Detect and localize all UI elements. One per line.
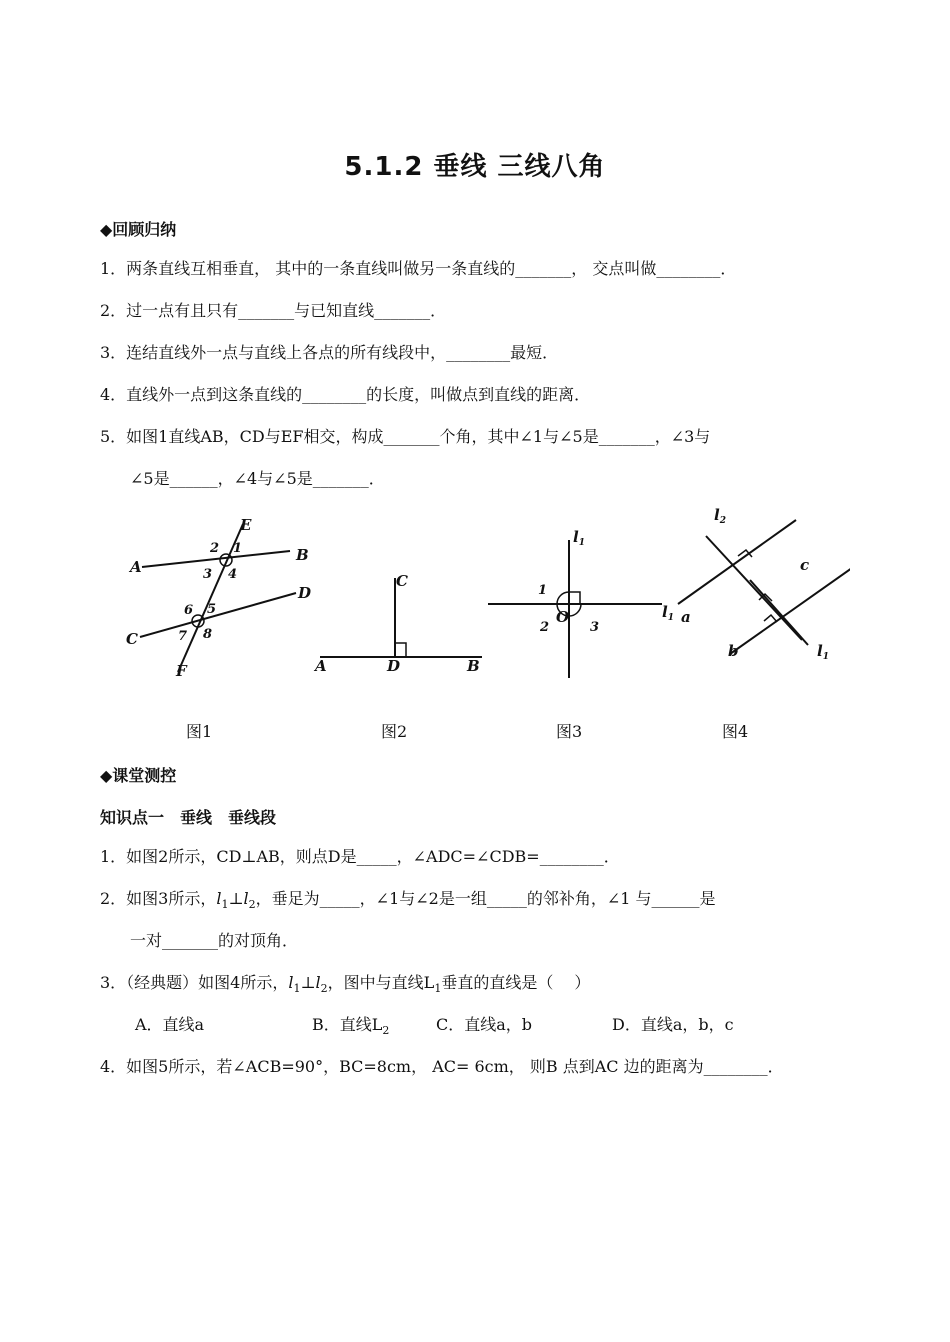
fig1-label-1: 1 [233,541,243,556]
fig1-label-d: D [298,584,312,602]
fig1-label-6: 6 [184,603,194,618]
fig3-label-3: 3 [590,620,600,635]
question-3-option-c: C．直线a，b [436,1015,533,1034]
question-3: 3．（经典题）如图4所示，$l_1\perp l_2$，图中与直线$L_1$垂直的直线是（ ） [100,973,591,996]
question-4: 4．如图5所示，若∠ACB=90°，BC=8cm， AC= 6cm， 则B 点到AC 边的距离为________． [100,1057,784,1076]
review-item-5: 5．如图1直线AB，CD与EF相交，构成_______个角，其中∠1与∠5是_______，∠3与 [100,427,711,446]
fig4-line-l1 [750,580,808,645]
fig1-label-e: E [240,516,252,534]
fig1-label-b: B [296,546,309,564]
review-item-2: 2．过一点有且只有_______与已知直线_______． [100,301,447,320]
fig3-label-2: 2 [540,620,550,635]
fig2-right-angle [395,643,406,657]
knowledge-point-heading: 知识点一 垂线 垂线段 [100,808,277,827]
fig1-label-7: 7 [178,629,188,644]
fig2-label-a: A [315,657,327,675]
figure-3-caption: 图3 [556,722,583,741]
fig1-label-f: F [176,662,187,680]
fig4-label-l1: $l_1$ [817,642,829,662]
review-item-5-cont: ∠5是______，∠4与∠5是_______． [130,469,385,488]
fig4-line-l2 [706,536,802,640]
fig3-angle-1-arc [557,592,569,604]
fig2-label-d: D [387,657,401,675]
fig1-label-5: 5 [207,602,217,617]
review-item-3: 3．连结直线外一点与直线上各点的所有线段中，________最短． [100,343,559,362]
fig3-label-o: O [556,608,570,626]
figures-area [110,500,850,700]
fig4-label-a: a [681,608,691,626]
review-heading: ◆回顾归纳 [100,220,177,239]
figure-2-caption: 图2 [381,722,408,741]
fig1-label-a: A [130,558,142,576]
fig4-label-b: b [728,642,739,660]
fig4-right-angle-3 [764,615,777,622]
classroom-heading: ◆课堂测控 [100,766,177,785]
fig3-label-1: 1 [538,583,548,598]
fig3-right-angle [569,592,580,604]
figure-4-caption: 图4 [722,722,749,741]
fig1-label-2: 2 [210,541,220,556]
fig3-angle-3-arc [569,604,581,616]
fig2-label-b: B [467,657,480,675]
fig1-line-cd [140,593,296,637]
review-item-4: 4．直线外一点到这条直线的________的长度，叫做点到直线的距离． [100,385,591,404]
question-1: 1．如图2所示，CD⊥AB，则点D是_____，∠ADC=∠CDB=________． [100,847,620,866]
question-2-cont: 一对_______的对顶角． [130,931,299,950]
fig2-label-c: C [396,572,408,590]
review-item-1: 1．两条直线互相垂直， 其中的一条直线叫做另一条直线的_______， 交点叫做________． [100,259,737,278]
fig4-label-l2: $l_2$ [714,506,726,526]
fig4-label-c: c [800,556,810,574]
fig3-label-l1-top: $l_1$ [573,528,585,548]
question-3-option-a: A．直线a [135,1015,205,1034]
page-title: 5.1.2 垂线 三线八角 [344,152,606,182]
figure-1-caption: 图1 [186,722,213,741]
fig1-label-c: C [126,630,138,648]
question-3-option-d: D．直线a，b，c [612,1015,734,1034]
fig3-label-l1-right: $l_1$ [662,603,674,623]
question-3-option-b: B．直线$L_2$ [312,1015,390,1038]
fig1-label-3: 3 [203,567,213,582]
question-2: 2．如图3所示，$l_1\perp l_2$，垂足为_____，∠1与∠2是一组_____的邻补角，∠1 与______是 [100,889,716,912]
fig1-label-8: 8 [203,627,213,642]
fig1-label-4: 4 [228,567,238,582]
fig4-line-c [678,520,796,604]
